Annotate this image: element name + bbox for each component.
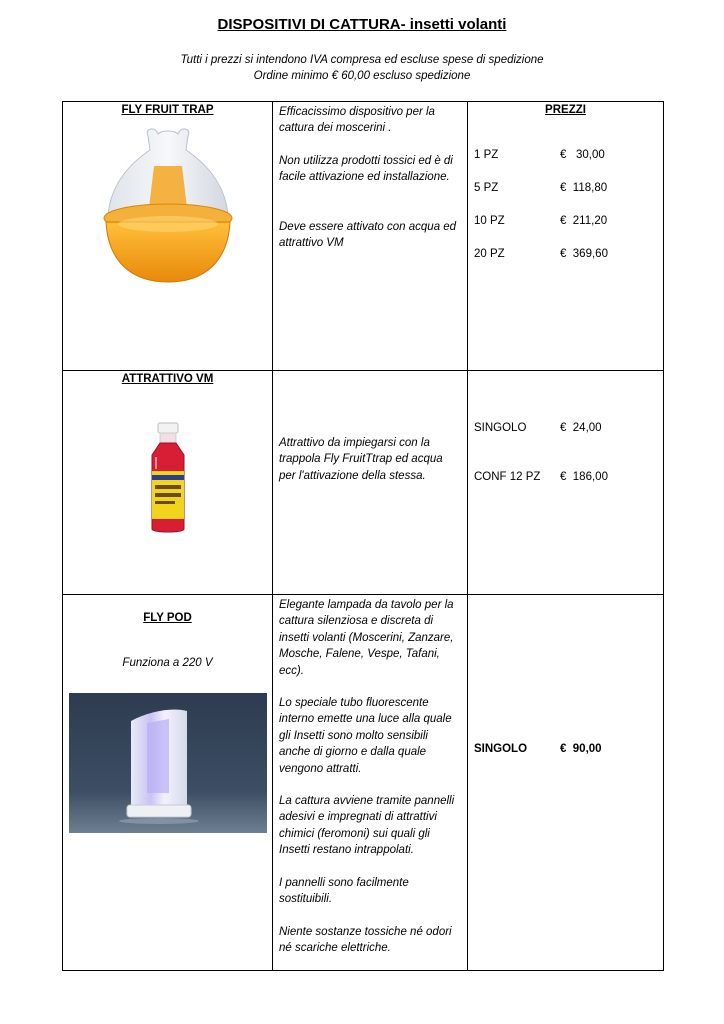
price: € 24,00 xyxy=(560,422,602,434)
product-name: FLY POD xyxy=(143,612,192,624)
description-text: Niente sostanze tossiche né odori né scariche elettriche. xyxy=(279,925,452,954)
prices-header: PREZZI xyxy=(545,104,586,116)
quantity: 5 PZ xyxy=(474,182,499,194)
product-name: ATTRATTIVO VM xyxy=(121,373,214,385)
description-text: Deve essere attivato con acqua ed attrattivo VM xyxy=(279,220,457,250)
price-row xyxy=(468,420,663,436)
product-cell xyxy=(63,371,273,595)
description-cell xyxy=(273,371,468,595)
price: € 30,00 xyxy=(560,149,605,161)
page-title: DISPOSITIVI DI CATTURA- insetti volanti xyxy=(217,16,507,33)
price: € 211,20 xyxy=(560,215,608,227)
quantity: SINGOLO xyxy=(474,422,527,434)
voltage-note: Funziona a 220 V xyxy=(122,657,213,669)
price-row xyxy=(468,741,663,757)
price-row xyxy=(468,469,663,485)
description-cell xyxy=(273,595,468,971)
quantity: SINGOLO xyxy=(474,743,528,755)
table-row xyxy=(63,102,664,371)
fly-pod-image xyxy=(69,693,267,833)
price: € 369,60 xyxy=(560,248,608,260)
description-text: La cattura avviene tramite pannelli adesivi e impregnati di attrattivi chimici (feromoni) sui quali gli Insetti restano intrappolati. xyxy=(279,795,455,857)
description-text: Lo speciale tubo fluorescente interno emette una luce alla quale gli Insetti sono molto sensibili anche di giorno e dalla quale vengono attratti. xyxy=(279,697,452,775)
fruit-trap-image xyxy=(100,126,236,288)
quantity: 10 PZ xyxy=(474,215,505,227)
quantity: CONF 12 PZ xyxy=(474,471,541,483)
description-text: I pannelli sono facilmente sostituibili. xyxy=(279,876,409,906)
price: € 118,80 xyxy=(560,182,608,194)
table-row xyxy=(63,595,664,971)
product-name: FLY FRUIT TRAP xyxy=(121,104,214,116)
description-text: Efficacissimo dispositivo per la cattura dei moscerini . xyxy=(279,106,435,135)
product-cell xyxy=(63,595,273,971)
quantity: 1 PZ xyxy=(474,149,499,161)
price-cell xyxy=(468,595,664,971)
product-cell xyxy=(63,102,273,371)
description-cell xyxy=(273,102,468,371)
price-cell xyxy=(468,102,664,371)
price-row xyxy=(468,246,663,262)
price-row xyxy=(468,147,663,163)
product-table xyxy=(62,101,664,971)
minimum-order-note: Ordine minimo € 60,00 escluso spedizione xyxy=(253,70,471,82)
description-text: Attrattivo da impiegarsi con la trappola Fly FruitTtrap ed acqua per l'attivazione della stessa. xyxy=(279,437,443,482)
price: € 90,00 xyxy=(560,743,602,755)
description-text: Elegante lampada da tavolo per la cattura silenziosa e discreta di insetti volanti (Moscerini, Zanzare, Mosche, Falene, Vespe, Tafani, ecc). xyxy=(279,599,454,677)
vat-note: Tutti i prezzi si intendono IVA compresa ed escluse spese di spedizione xyxy=(180,54,544,66)
quantity: 20 PZ xyxy=(474,248,505,260)
table-row xyxy=(63,371,664,595)
attractant-bottle-image xyxy=(140,421,196,537)
price: € 186,00 xyxy=(560,471,608,483)
price-cell xyxy=(468,371,664,595)
price-row xyxy=(468,213,663,229)
price-row xyxy=(468,180,663,196)
description-text: Non utilizza prodotti tossici ed è di facile attivazione ed installazione. xyxy=(279,154,453,184)
